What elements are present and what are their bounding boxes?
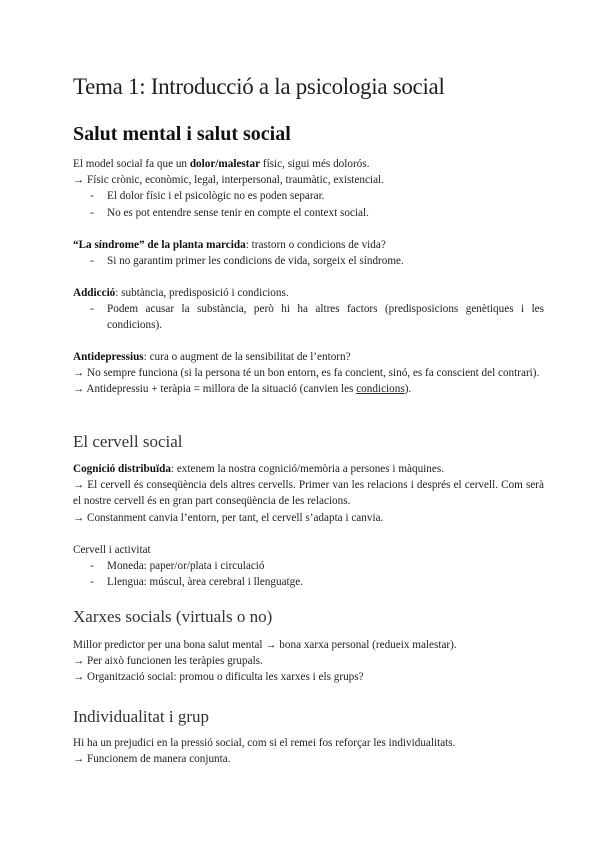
list-item-text: Si no garantim primer les condicions de vida, sorgeix el síndrome. bbox=[107, 255, 404, 268]
section-heading-cervell-social: El cervell social bbox=[73, 432, 183, 451]
bullet-list bbox=[73, 558, 544, 590]
paragraph-line bbox=[73, 285, 544, 301]
bullet-list bbox=[73, 301, 544, 333]
paragraph-xarxes bbox=[73, 637, 544, 686]
paragraph-line: → El cervell és conseqüència dels altres cervells. Primer van les relacions i després el cervell. Com serà el nostre cervell és en gran part conseqüència de les relacions. bbox=[73, 479, 544, 508]
list-item-text: El dolor físic i el psicològic no es poden separar. bbox=[107, 190, 325, 203]
text: físic, sigui més dolorós. bbox=[260, 158, 370, 170]
text: : extenem la nostra cognició/memòria a persones i màquines. bbox=[170, 463, 444, 475]
text: El model social fa que un bbox=[73, 158, 190, 170]
paragraph-individualitat bbox=[73, 735, 544, 767]
paragraph-line bbox=[73, 461, 544, 477]
paragraph-line bbox=[73, 349, 544, 365]
section-heading-salut-mental: Salut mental i salut social bbox=[73, 123, 291, 145]
list-item-text: No es pot entendre sense tenir en compte el context social. bbox=[107, 206, 369, 219]
paragraph-line: → Funcionem de manera conjunta. bbox=[73, 753, 231, 766]
paragraph-line bbox=[73, 156, 544, 172]
page-title: Tema 1: Introducció a la psicologia social bbox=[73, 74, 445, 99]
text: : subtància, predisposició i condicions. bbox=[115, 287, 289, 299]
paragraph-line: Millor predictor per una bona salut mental → bona xarxa personal (redueix malestar). bbox=[73, 639, 457, 651]
dash-bullet: - bbox=[90, 190, 94, 203]
paragraph-line: → Constanment canvia l’entorn, per tant, el cervell s’adapta i canvia. bbox=[73, 511, 384, 524]
list-item bbox=[73, 301, 544, 333]
paragraph-cognicio bbox=[73, 461, 544, 526]
section-heading-individualitat: Individualitat i grup bbox=[73, 707, 209, 726]
paragraph-line: → Físic crònic, econòmic, legal, interpersonal, traumàtic, existencial. bbox=[73, 174, 384, 187]
list-item-text: Moneda: paper/or/plata i circulació bbox=[107, 560, 265, 573]
paragraph-line bbox=[73, 381, 544, 397]
paragraph-line: → Organització social: promou o dificulta les xarxes i els grups? bbox=[73, 671, 364, 684]
text: ). bbox=[404, 383, 412, 396]
bold-term-sindrome: “La síndrome” de la planta marcida bbox=[73, 239, 246, 251]
dash-bullet: - bbox=[90, 303, 94, 316]
dash-bullet: - bbox=[90, 576, 94, 589]
paragraph-sindrome bbox=[73, 237, 544, 269]
paragraph-addiccio bbox=[73, 285, 544, 334]
dash-bullet: - bbox=[90, 560, 94, 573]
list-item bbox=[73, 205, 544, 221]
paragraph-dolor bbox=[73, 156, 544, 221]
dash-bullet: - bbox=[90, 206, 94, 219]
paragraph-line bbox=[73, 237, 544, 253]
text: : trastorn o condicions de vida? bbox=[245, 239, 386, 251]
list-item-text: Podem acusar la substància, però hi ha altres factors (predisposicions genètiques i les condicions). bbox=[107, 303, 544, 332]
underlined-term: condicions bbox=[356, 383, 405, 396]
paragraph-line: Hi ha un prejudici en la pressió social, com si el remei fos reforçar les individualitats. bbox=[73, 737, 456, 749]
paragraph-line: → Per això funcionen les teràpies grupals. bbox=[73, 655, 263, 668]
section-heading-xarxes-socials: Xarxes socials (virtuals o no) bbox=[73, 607, 273, 626]
bold-term-cognicio: Cognició distribuïda bbox=[73, 463, 171, 475]
text: : cura o augment de la sensibilitat de l’entorn? bbox=[143, 351, 351, 363]
paragraph-line: Cervell i activitat bbox=[73, 544, 151, 556]
list-item-text: Llengua: múscul, àrea cerebral i llenguatge. bbox=[107, 576, 303, 589]
paragraph-cervell-activitat bbox=[73, 542, 544, 591]
dash-bullet: - bbox=[90, 255, 94, 268]
bold-term-antidepressius: Antidepressius bbox=[73, 351, 144, 363]
list-item bbox=[73, 574, 544, 590]
bullet-list bbox=[73, 188, 544, 220]
bold-term-addiccio: Addicció bbox=[73, 287, 116, 299]
bullet-list bbox=[73, 253, 544, 269]
paragraph-line: → No sempre funciona (si la persona té un bon entorn, es fa concient, sinó, es fa conscient del contrari). bbox=[73, 367, 540, 380]
paragraph-antidepressius bbox=[73, 349, 544, 398]
list-item bbox=[73, 188, 544, 204]
list-item bbox=[73, 558, 544, 574]
bold-term-dolor: dolor/malestar bbox=[189, 158, 261, 170]
text: → Antidepressiu + teràpia = millora de la situació (canvien les bbox=[73, 383, 357, 396]
list-item bbox=[73, 253, 544, 269]
